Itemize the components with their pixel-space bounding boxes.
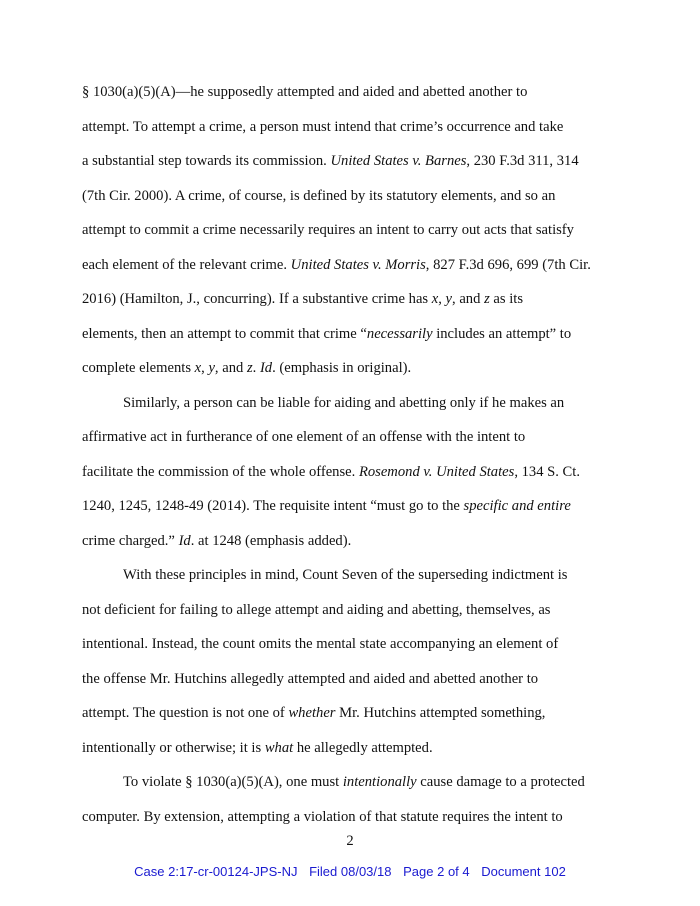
text-run: each element of the relevant crime. xyxy=(82,257,291,273)
italic-text: whether xyxy=(288,705,336,721)
text-run: complete elements xyxy=(82,360,195,376)
case-number: Case 2:17-cr-00124-JPS-NJ xyxy=(134,864,298,879)
body-line xyxy=(82,290,523,308)
text-run: , 827 F.3d 696, 699 (7th Cir. xyxy=(425,257,591,273)
text-run: , xyxy=(201,360,209,376)
text-run: . xyxy=(252,360,260,376)
page-number: 2 xyxy=(346,833,354,849)
text-run: (7th Cir. 2000). A crime, of course, is defined by its statutory elements, and so an xyxy=(82,188,556,204)
body-line xyxy=(82,221,574,239)
italic-text: y xyxy=(445,291,453,307)
text-run: attempt. The question is not one of xyxy=(82,705,289,721)
italic-text: y xyxy=(208,360,215,376)
text-run: . (emphasis in original). xyxy=(272,360,412,376)
text-run: intentionally or otherwise; it is xyxy=(82,740,265,756)
italic-text: x xyxy=(194,360,202,376)
text-run: To violate § 1030(a)(5)(A), one must xyxy=(123,774,343,790)
body-line xyxy=(82,118,563,136)
body-line xyxy=(82,187,555,205)
text-run: facilitate the commission of the whole offense. xyxy=(82,464,359,480)
ecf-footer-stamp xyxy=(0,864,700,880)
document-number: Document 102 xyxy=(481,864,566,879)
text-run: crime charged.” xyxy=(82,533,179,549)
body-line xyxy=(82,635,558,653)
italic-text: z xyxy=(246,360,253,376)
text-run: , 134 S. Ct. xyxy=(514,464,580,480)
text-run: elements, then an attempt to commit that crime “ xyxy=(82,326,367,342)
italic-text: United States v. Morris xyxy=(290,257,426,273)
text-run: intentional. Instead, the count omits the mental state accompanying an element of xyxy=(82,636,559,652)
italic-text: United States v. Barnes xyxy=(330,153,467,169)
paragraph-first-line xyxy=(123,394,564,412)
text-run: includes an attempt” to xyxy=(432,326,572,342)
italic-text: necessarily xyxy=(366,326,433,342)
text-run: With these principles in mind, Count Seven of the superseding indictment is xyxy=(123,567,568,583)
body-line xyxy=(82,704,545,722)
italic-text: z xyxy=(484,291,490,307)
body-line xyxy=(82,808,563,826)
text-run: affirmative act in furtherance of one element of an offense with the intent to xyxy=(82,429,526,445)
text-run: , and xyxy=(452,291,485,307)
paragraph-first-line xyxy=(123,773,585,791)
text-run: he allegedly attempted. xyxy=(293,740,433,756)
text-run: cause damage to a protected xyxy=(416,774,585,790)
text-run: attempt. To attempt a crime, a person must intend that crime’s occurrence and take xyxy=(82,119,564,135)
filed-date: Filed 08/03/18 xyxy=(309,864,392,879)
text-run: not deficient for failing to allege attempt and aiding and abetting, themselves, as xyxy=(82,602,551,618)
paragraph-first-line xyxy=(123,566,567,584)
body-line xyxy=(82,428,525,446)
text-run: . at 1248 (emphasis added). xyxy=(190,533,352,549)
text-run: a substantial step towards its commission. xyxy=(82,153,331,169)
body-line xyxy=(82,601,550,619)
italic-text: Id xyxy=(259,360,273,376)
body-line xyxy=(82,739,433,757)
italic-text: x xyxy=(431,291,439,307)
italic-text: specific and entire xyxy=(463,498,571,514)
text-run: § 1030(a)(5)(A)—he supposedly attempted and aided and abetted another to xyxy=(82,84,528,100)
body-line xyxy=(82,359,411,377)
italic-text: what xyxy=(264,740,294,756)
body-line xyxy=(82,497,571,515)
text-run: Similarly, a person can be liable for aiding and abetting only if he makes an xyxy=(123,395,565,411)
text-run: Mr. Hutchins attempted something, xyxy=(335,705,546,721)
italic-text: Rosemond v. United States xyxy=(358,464,515,480)
italic-text: intentionally xyxy=(342,774,417,790)
body-line xyxy=(82,463,580,481)
text-run: as its xyxy=(489,291,523,307)
text-run: , xyxy=(438,291,446,307)
text-run: , and xyxy=(214,360,247,376)
body-line xyxy=(82,532,351,550)
body-line xyxy=(82,325,571,343)
body-line xyxy=(82,83,527,101)
body-line xyxy=(82,256,591,274)
italic-text: Id xyxy=(178,533,191,549)
page-count: Page 2 of 4 xyxy=(403,864,470,879)
body-line xyxy=(82,152,579,170)
text-run: computer. By extension, attempting a violation of that statute requires the intent to xyxy=(82,809,563,825)
text-run: 2016) (Hamilton, J., concurring). If a substantive crime has xyxy=(82,291,432,307)
text-run: the offense Mr. Hutchins allegedly attempted and aided and abetted another to xyxy=(82,671,539,687)
text-run: 1240, 1245, 1248-49 (2014). The requisite intent “must go to the xyxy=(82,498,464,514)
text-run: , 230 F.3d 311, 314 xyxy=(466,153,579,169)
text-run: attempt to commit a crime necessarily requires an intent to carry out acts that satisfy xyxy=(82,222,574,238)
body-line xyxy=(82,670,538,688)
